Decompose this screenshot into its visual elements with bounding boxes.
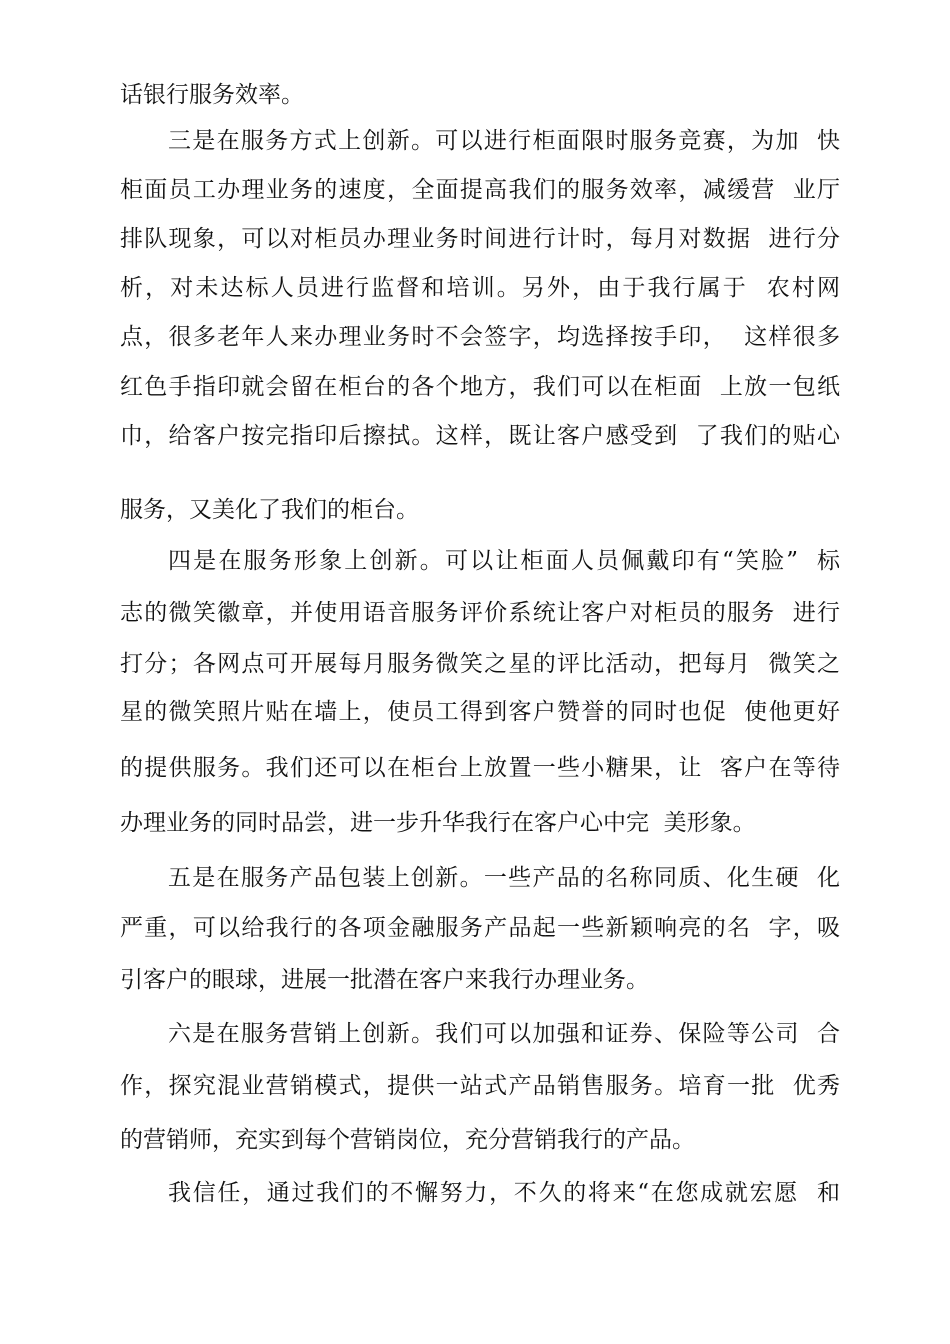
text-line: 打分；各网点可开展每月服务微笑之星的评比活动，把每月 微笑之	[120, 651, 840, 677]
paragraph-6-line: 六是在服务营销上创新。我们可以加强和证券、保险等公司 合	[168, 1021, 840, 1047]
text-line: 的营销师，充实到每个营销岗位，充分营销我行的产品。	[120, 1127, 695, 1153]
text-line: 巾，给客户按完指印后擦拭。这样，既让客户感受到 了我们的贴心	[120, 423, 840, 449]
text-line: 严重，可以给我行的各项金融服务产品起一些新颖响亮的名 字，吸	[120, 915, 840, 941]
text-line: 作，探究混业营销模式，提供一站式产品销售服务。培育一批 优秀	[120, 1073, 840, 1099]
text-line: 排队现象，可以对柜员办理业务时间进行计时，每月对数据 进行分	[120, 226, 840, 252]
text-line: 办理业务的同时品尝，进一步升华我行在客户心中完 美形象。	[120, 810, 756, 836]
text-line: 志的微笑徽章，并使用语音服务评价系统让客户对柜员的服务 进行	[120, 600, 840, 626]
paragraph-4-line: 四是在服务形象上创新。可以让柜面人员佩戴印有“笑脸” 标	[168, 548, 840, 574]
text-line: 话银行服务效率。	[120, 82, 304, 108]
paragraph-7-line: 我信任，通过我们的不懈努力，不久的将来“在您成就宏愿 和	[168, 1180, 840, 1206]
text-line: 服务，又美化了我们的柜台。	[120, 497, 419, 523]
text-line: 引客户的眼球，进展一批潜在客户来我行办理业务。	[120, 967, 649, 993]
paragraph-5-line: 五是在服务产品包装上创新。一些产品的名称同质、化生硬 化	[168, 865, 840, 891]
text-line: 点，很多老年人来办理业务时不会签字，均选择按手印， 这样很多	[120, 324, 840, 350]
text-line: 红色手指印就会留在柜台的各个地方，我们可以在柜面 上放一包纸	[120, 374, 840, 400]
paragraph-3-line: 三是在服务方式上创新。可以进行柜面限时服务竞赛，为加 快	[168, 128, 840, 154]
text-line: 星的微笑照片贴在墙上，使员工得到客户赞誉的同时也促 使他更好	[120, 699, 840, 725]
text-line: 柜面员工办理业务的速度，全面提高我们的服务效率，减缓营 业厅	[120, 177, 840, 203]
text-line: 析，对未达标人员进行监督和培训。另外，由于我行属于 农村网	[120, 275, 840, 301]
text-line: 的提供服务。我们还可以在柜台上放置一些小糖果，让 客户在等待	[120, 755, 840, 781]
